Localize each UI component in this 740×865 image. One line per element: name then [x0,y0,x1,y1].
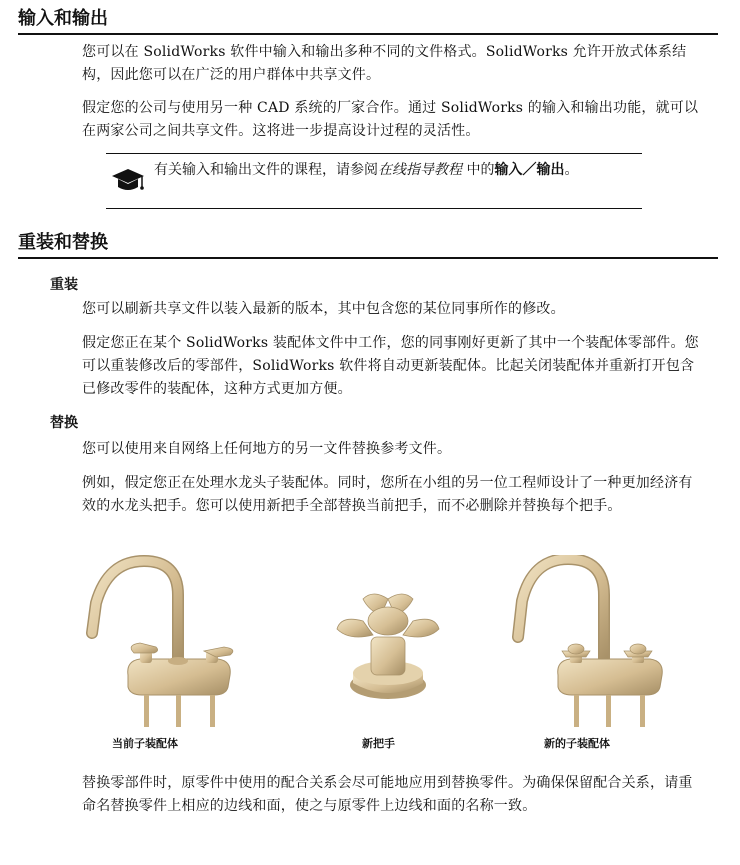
tutorial-note-text [154,159,634,181]
subsection-title-replace: 替换 [50,415,78,431]
replace-para-1: 您可以使用来自网络上任何地方的另一文件替换参考文件。 [82,441,452,457]
online-tutorial-link[interactable]: 在线指导教程 [378,162,462,178]
section-title-import-export: 输入和输出 [18,8,718,35]
caption-new-handle: 新把手 [362,737,395,750]
section-title-reload-replace: 重装和替换 [18,232,718,259]
caption-new-subassembly: 新的子装配体 [544,737,610,750]
subsection-title-reload: 重装 [50,277,78,293]
import-export-para-1: 您可以在 SolidWorks 软件中输入和输出多种不同的文件格式。SolidWorks 允许开放式体系结构，因此您可以在广泛的用户群体中共享文件。 [82,44,687,83]
import-export-para-2: 假定您的公司与使用另一种 CAD 系统的厂家合作。通过 SolidWorks 的输入和输出功能，就可以在两家公司之间共享文件。这将进一步提高设计过程的灵活性。 [82,100,699,139]
note-suffix: 。 [564,162,579,178]
graduation-cap-icon [110,163,146,199]
replace-para-3: 替换零部件时，原零件中使用的配合关系会尽可能地应用到替换零件。为确保保留配合关系，请重命名替换零件上相应的边线和面，使之与原零件上边线和面的名称一致。 [82,775,693,814]
note-import-export-topic: 输入／输出 [494,162,565,178]
note-middle: 中的 [466,162,495,178]
replace-para-2: 例如，假定您正在处理水龙头子装配体。同时，您所在小组的另一位工程师设计了一种更加经济有效的水龙头把手。您可以使用新把手全部替换当前把手，而不必删除并替换每个把手。 [82,475,693,514]
tutorial-note [106,153,642,209]
faucet-cross-image [508,555,683,730]
faucet-lever-image [78,555,248,730]
caption-current-subassembly: 当前子装配体 [112,737,178,750]
reload-para-1: 您可以刷新共享文件以装入最新的版本，其中包含您的某位同事所作的修改。 [82,301,565,317]
cross-handle-image [333,585,443,705]
reload-para-2: 假定您正在某个 SolidWorks 装配体文件中工作，您的同事刚好更新了其中一个装配体零部件。您可以重装修改后的零部件，SolidWorks 软件将自动更新装配体。比起关闭装配体并重新打开包含已修改零件的装配体，这种方式更加方便。 [82,335,699,397]
note-prefix: 有关输入和输出文件的课程，请参阅 [154,162,378,178]
